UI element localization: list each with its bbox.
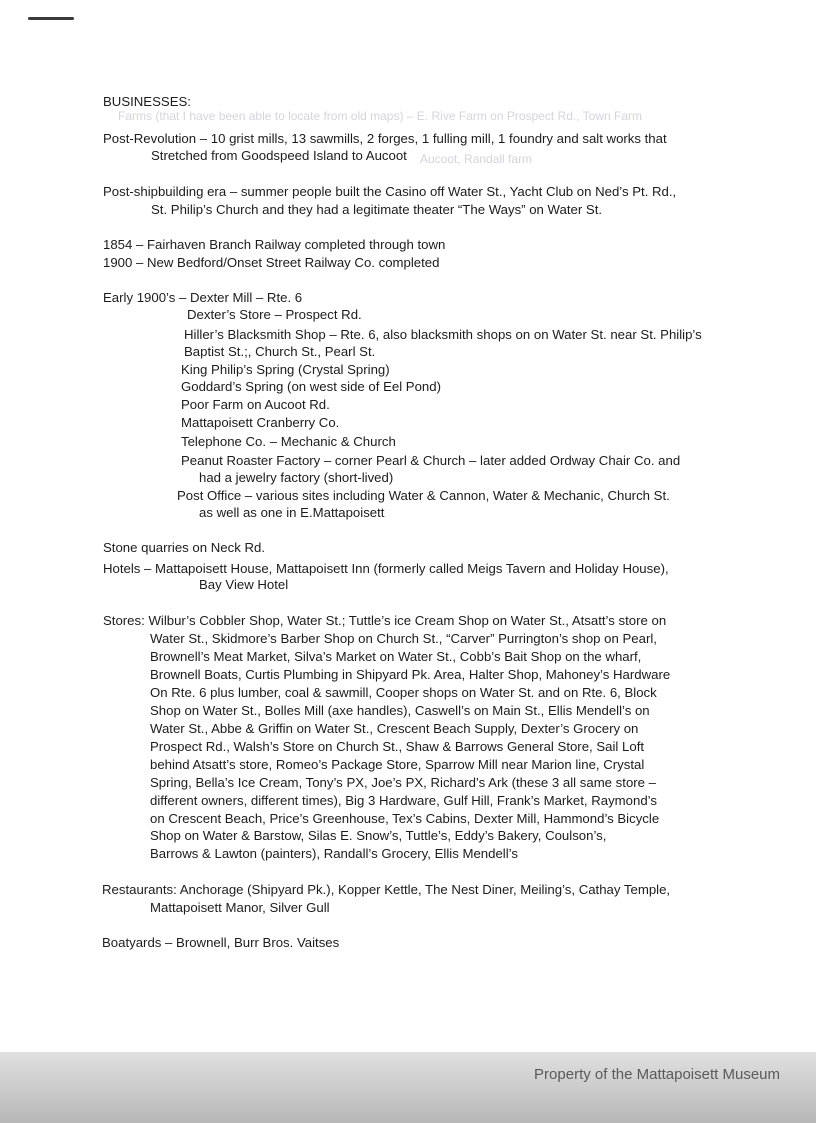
post-revolution-line: Stretched from Goodspeed Island to Aucoot xyxy=(151,148,407,163)
stores-line: Water St., Skidmore’s Barber Shop on Church St., “Carver” Purrington’s shop on Pearl, xyxy=(150,631,657,646)
boatyards-line: Boatyards – Brownell, Burr Bros. Vaitses xyxy=(102,935,340,950)
stores-line: Barrows & Lawton (painters), Randall’s Grocery, Ellis Mendell’s xyxy=(150,846,518,861)
stores-line: On Rte. 6 plus lumber, coal & sawmill, Cooper shops on Water St. and on Rte. 6, Block xyxy=(150,685,657,700)
bleed-through-text: Farms (that I have been able to locate from old maps) – E. Rive Farm on Prospect Rd., Town Farm xyxy=(118,109,642,123)
early-1900s-line: as well as one in E.Mattapoisett xyxy=(199,505,385,520)
restaurants-line: Mattapoisett Manor, Silver Gull xyxy=(150,900,330,915)
stores-line: on Crescent Beach, Price’s Greenhouse, Tex’s Cabins, Dexter Mill, Hammond’s Bicycle xyxy=(150,811,660,826)
bleed-through-text: Aucoot, Randall farm xyxy=(420,152,533,166)
early-1900s-line: Poor Farm on Aucoot Rd. xyxy=(181,397,330,412)
stores-line: Stores: Wilbur’s Cobbler Shop, Water St.; Tuttle’s ice Cream Shop on Water St., Atsatt’s store on xyxy=(103,613,667,628)
stores-line: different owners, different times), Big 3 Hardware, Gulf Hill, Frank’s Market, Raymond’s xyxy=(150,793,657,808)
early-1900s-line: Early 1900’s – Dexter Mill – Rte. 6 xyxy=(103,290,303,305)
stores-line: Prospect Rd., Walsh’s Store on Church St., Shaw & Barrows General Store, Sail Loft xyxy=(150,739,645,754)
footer-band xyxy=(0,1052,816,1123)
early-1900s-line: Hiller’s Blacksmith Shop – Rte. 6, also blacksmith shops on on Water St. near St. Philip’s xyxy=(184,327,702,342)
restaurants-line: Restaurants: Anchorage (Shipyard Pk.), Kopper Kettle, The Nest Diner, Meiling’s, Cathay Temple, xyxy=(102,882,671,897)
early-1900s-line: Baptist St.;, Church St., Pearl St. xyxy=(184,344,376,359)
stores-line: Spring, Bella’s Ice Cream, Tony’s PX, Joe’s PX, Richard’s Ark (these 3 all same store – xyxy=(150,775,656,790)
heading-businesses: BUSINESSES: xyxy=(103,94,191,109)
hotels-line: Hotels – Mattapoisett House, Mattapoisett Inn (formerly called Meigs Tavern and Holiday House), xyxy=(103,561,669,576)
post-shipbuilding-line: St. Philip’s Church and they had a legitimate theater “The Ways” on Water St. xyxy=(151,202,603,217)
corner-mark xyxy=(28,17,74,20)
post-shipbuilding-line: Post-shipbuilding era – summer people built the Casino off Water St., Yacht Club on Ned’s Pt. Rd., xyxy=(103,184,677,199)
stores-line: Shop on Water & Barstow, Silas E. Snow’s, Tuttle’s, Eddy’s Bakery, Coulson’s, xyxy=(150,828,607,843)
stores-line: Brownell’s Meat Market, Silva’s Market on Water St., Cobb’s Bait Shop on the wharf, xyxy=(150,649,642,664)
railway-line: 1900 – New Bedford/Onset Street Railway Co. completed xyxy=(103,255,440,270)
stores-line: behind Atsatt’s store, Romeo’s Package Store, Sparrow Mill near Marion line, Crystal xyxy=(150,757,645,772)
hotels-line: Bay View Hotel xyxy=(199,577,289,592)
stores-line: Brownell Boats, Curtis Plumbing in Shipyard Pk. Area, Halter Shop, Mahoney’s Hardware xyxy=(150,667,671,682)
early-1900s-line: Mattapoisett Cranberry Co. xyxy=(181,415,340,430)
early-1900s-line: Peanut Roaster Factory – corner Pearl & Church – later added Ordway Chair Co. and xyxy=(181,453,681,468)
stores-line: Water St., Abbe & Griffin on Water St., Crescent Beach Supply, Dexter’s Grocery on xyxy=(150,721,639,736)
post-revolution-line: Post-Revolution – 10 grist mills, 13 sawmills, 2 forges, 1 fulling mill, 1 foundry and salt works that xyxy=(103,131,667,146)
early-1900s-line: King Philip’s Spring (Crystal Spring) xyxy=(181,362,390,377)
early-1900s-line: Goddard’s Spring (on west side of Eel Pond) xyxy=(181,379,441,394)
early-1900s-line: Telephone Co. – Mechanic & Church xyxy=(181,434,396,449)
railway-line: 1854 – Fairhaven Branch Railway completed through town xyxy=(103,237,446,252)
early-1900s-line: Post Office – various sites including Water & Cannon, Water & Mechanic, Church St. xyxy=(177,488,670,503)
early-1900s-line: Dexter’s Store – Prospect Rd. xyxy=(187,307,362,322)
early-1900s-line: had a jewelry factory (short-lived) xyxy=(199,470,394,485)
stores-line: Shop on Water St., Bolles Mill (axe handles), Caswell’s on Main St., Ellis Mendell’s on xyxy=(150,703,650,718)
museum-watermark: Property of the Mattapoisett Museum xyxy=(534,1066,780,1083)
quarries-line: Stone quarries on Neck Rd. xyxy=(103,540,265,555)
